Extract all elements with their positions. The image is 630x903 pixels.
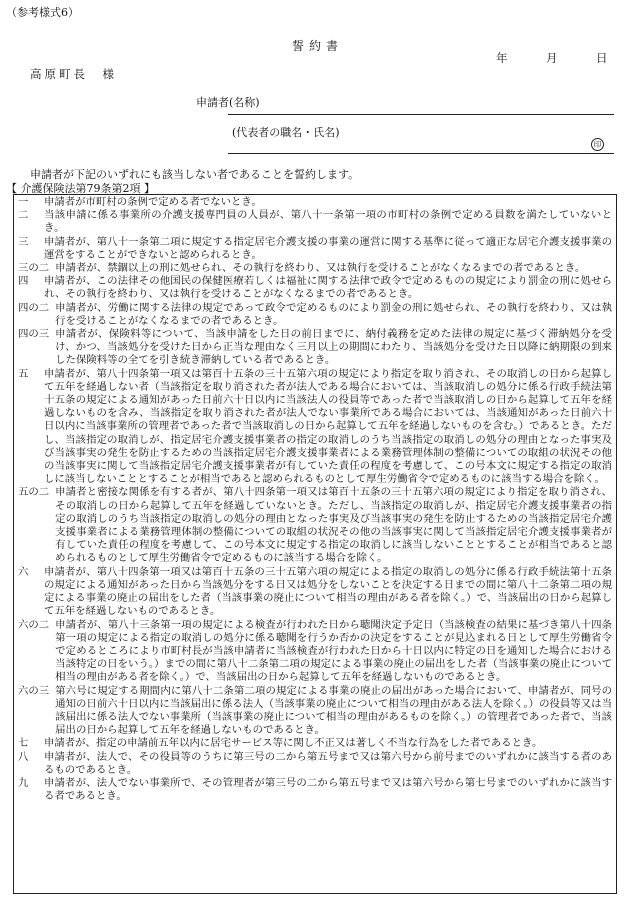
pledge-statement: 申請者が下記のいずれにも該当しない者であることを誓約します。 [30, 168, 360, 181]
condition-text: 申請者が、保険料等について、当該申請をした日の前日までに、納付義務を定めた法律の規定に基づく滞納処分を受け、かつ、当該処分を受けた日から正当な理由なく三月以上の期間にわたり、当該処分を受けた日以降に納期限の到来した保険料等の全てを引き続き滞納している者であるとき。 [55, 328, 612, 367]
condition-text: 申請者と密接な関係を有する者が、第八十四条第一項又は第百十五条の三十五第六項の規定により指定を取り消され、その取消しの日から起算して五年を経過していないとき。ただし、当該指定の取消しが、指定居宅介護支援事業者の指定の取消しのうち当該指定の取消しの処分の理由となった事実及び当該事実の発生を防止するための当該指定居宅介護支援事業者による業務管理体制の整備についての取組の状況その他の当該事実に関して当該指定居宅介護支援事業者が有していた責任の程度を考慮して、この号本文に規定する指定の取消しに該当しないこととすることが相当であると認められるものとして厚生労働省令で定めるものに該当する場合を除く。 [55, 486, 612, 565]
condition-number: 六の三 [18, 684, 50, 697]
condition-item [18, 328, 612, 368]
form-label: （参考様式6） [6, 6, 79, 19]
condition-number: 四 [18, 275, 29, 288]
seal-mark: 印 [591, 138, 604, 151]
condition-text: 申請者が、法人でない事業所で、その管理者が第三号の二から第五号まで又は第六号から第七号までのいずれかに該当する者であるとき。 [44, 776, 612, 803]
representative-line [228, 153, 614, 154]
addressee: 高原町長 様 [30, 67, 117, 81]
condition-number: 二 [18, 209, 29, 222]
condition-item [18, 566, 612, 619]
condition-item [18, 302, 612, 328]
representative-label: (代表者の職名・氏名) [232, 126, 340, 139]
condition-item [18, 619, 612, 685]
condition-item [18, 486, 612, 565]
condition-text: 申請者が、第八十四条第一項又は第百十五条の三十五第六項の規定により指定を取り消され、その取消しの日から起算して五年を経過しない者（当該指定を取り消された者が法人である場合においては、当該取消しの処分に係る行政手続法第十五条の規定による通知があった日前六十日以内に当該法人の役員等であった者で当該取消しの日から起算して五年を経過しないものを含み、当該指定を取り消された者が法人でない事業所である場合においては、当該通知があった日前六十日以内に当該事業所の管理者であった者で当該取消しの日から起算して五年を経過しないものを含む。）であるとき。ただし、当該指定の取消しが、指定居宅介護支援事業者の指定の取消しのうち当該指定の取消しの処分の理由となった事実及び当該事実の発生を防止するための当該指定居宅介護支援事業者による業務管理体制の整備についての取組の状況その他の当該事実に関して当該指定居宅介護支援事業者が有していた責任の程度を考慮して、この号本文に規定する指定の取消しに該当しないこととすることが相当であると認められるものとして厚生労働省令で定めるものに該当する場合を除く。 [44, 367, 612, 486]
date-year: 年 [496, 51, 508, 65]
condition-text: 申請者が、指定の申請前五年以内に居宅サービス等に関し不正又は著しく不当な行為をした者であるとき。 [44, 737, 543, 750]
condition-number: 九 [18, 776, 29, 789]
condition-number: 五 [18, 367, 29, 380]
condition-item [18, 751, 612, 777]
applicant-name-label: 申請者(名称) [196, 96, 260, 109]
condition-text: 申請者が、この法律その他国民の保健医療若しくは福祉に関する法律で政令で定めるものの規定により罰金の刑に処せられ、その執行を終わり、又は執行を受けることがなくなるまでの者であるとき。 [44, 275, 612, 301]
condition-number: 三 [18, 235, 29, 248]
condition-number: 六の二 [18, 618, 50, 631]
law-heading: 【 介護保険法第79条第2項 】 [6, 182, 155, 195]
date-month: 月 [546, 51, 558, 65]
condition-text: 当該申請に係る事業所の介護支援専門員の人員が、第八十一条第一項の市町村の条例で定める員数を満たしていないとき。 [44, 209, 612, 235]
document-title: 誓約書 [292, 39, 344, 53]
condition-item [18, 275, 612, 301]
condition-item [18, 196, 612, 209]
date-day: 日 [596, 51, 608, 65]
condition-number: 八 [18, 750, 29, 763]
condition-text: 申請者が、第八十三条第一項の規定による検査が行われた日から聴聞決定予定日（当該検査の結果に基づき第八十四条第一項の規定による指定の取消しの処分に係る聴聞を行うか否かの決定をすることが見込まれる日として厚生労働省令で定めるところにより市町村長が当該申請者に当該検査が行われた日から十日以内に特定の日を通知した場合における当該特定の日をいう。）までの間に第八十二条第二項の規定による事業の廃止の届出をした者（当該事業の廃止について相当の理由がある者を除く。）で、当該届出の日から起算して五年を経過しないものであるとき。 [55, 618, 612, 684]
condition-item [18, 368, 612, 487]
conditions-box [13, 194, 617, 894]
applicant-name-line [228, 114, 614, 115]
condition-number: 一 [18, 196, 29, 208]
condition-number: 三の二 [18, 262, 50, 275]
condition-number: 七 [18, 737, 29, 750]
condition-item [18, 685, 612, 738]
condition-text: 申請者が、労働に関する法律の規定であって政令で定めるものにより罰金の刑に処せられ、その執行を終わり、又は執行を受けることがなくなるまでの者であるとき。 [55, 301, 612, 327]
condition-number: 四の三 [18, 328, 50, 341]
condition-text: 第六号に規定する期間内に第八十二条第二項の規定による事業の廃止の届出があった場合において、申請者が、同号の通知の日前六十日以内に当該届出に係る法人（当該事業の廃止について相当の理由がある法人を除く。）の役員等又は当該届出に係る法人でない事業所（当該事業の廃止について相当の理由があるものを除く。）の管理者であった者で、当該届出の日から起算して五年を経過しないものであるとき。 [55, 684, 612, 737]
condition-item [18, 236, 612, 262]
condition-item [18, 209, 612, 235]
condition-number: 六 [18, 565, 29, 578]
condition-item [18, 737, 612, 750]
condition-text: 申請者が、第八十四条第一項又は第百十五条の三十五第六項の規定による指定の取消しの処分に係る行政手続法第十五条の規定による通知があった日から当該処分をする日又は処分をしないことを決定する日までの間に第八十二条第二項の規定による事業の廃止の届出をした者（当該事業の廃止について相当の理由がある者を除く。）で、当該届出の日から起算して五年を経過しないものであるとき。 [44, 565, 612, 618]
condition-text: 申請者が、法人で、その役員等のうちに第三号の二から第五号まで又は第六号から前号までのいずれかに該当する者のあるものであるとき。 [44, 750, 612, 776]
condition-item [18, 262, 612, 275]
condition-text: 申請者が市町村の条例で定める者でないとき。 [44, 196, 262, 208]
condition-text: 申請者が、禁錮以上の刑に処せられ、その執行を終わり、又は執行を受けることがなくなるまでの者であるとき。 [55, 262, 586, 275]
condition-number: 五の二 [18, 486, 50, 499]
condition-text: 申請者が、第八十一条第二項に規定する指定居宅介護支援の事業の運営に関する基準に従って適正な居宅介護支援事業の運営をすることができないと認められるとき。 [44, 235, 612, 261]
condition-item [18, 777, 612, 803]
condition-number: 四の二 [18, 301, 50, 314]
